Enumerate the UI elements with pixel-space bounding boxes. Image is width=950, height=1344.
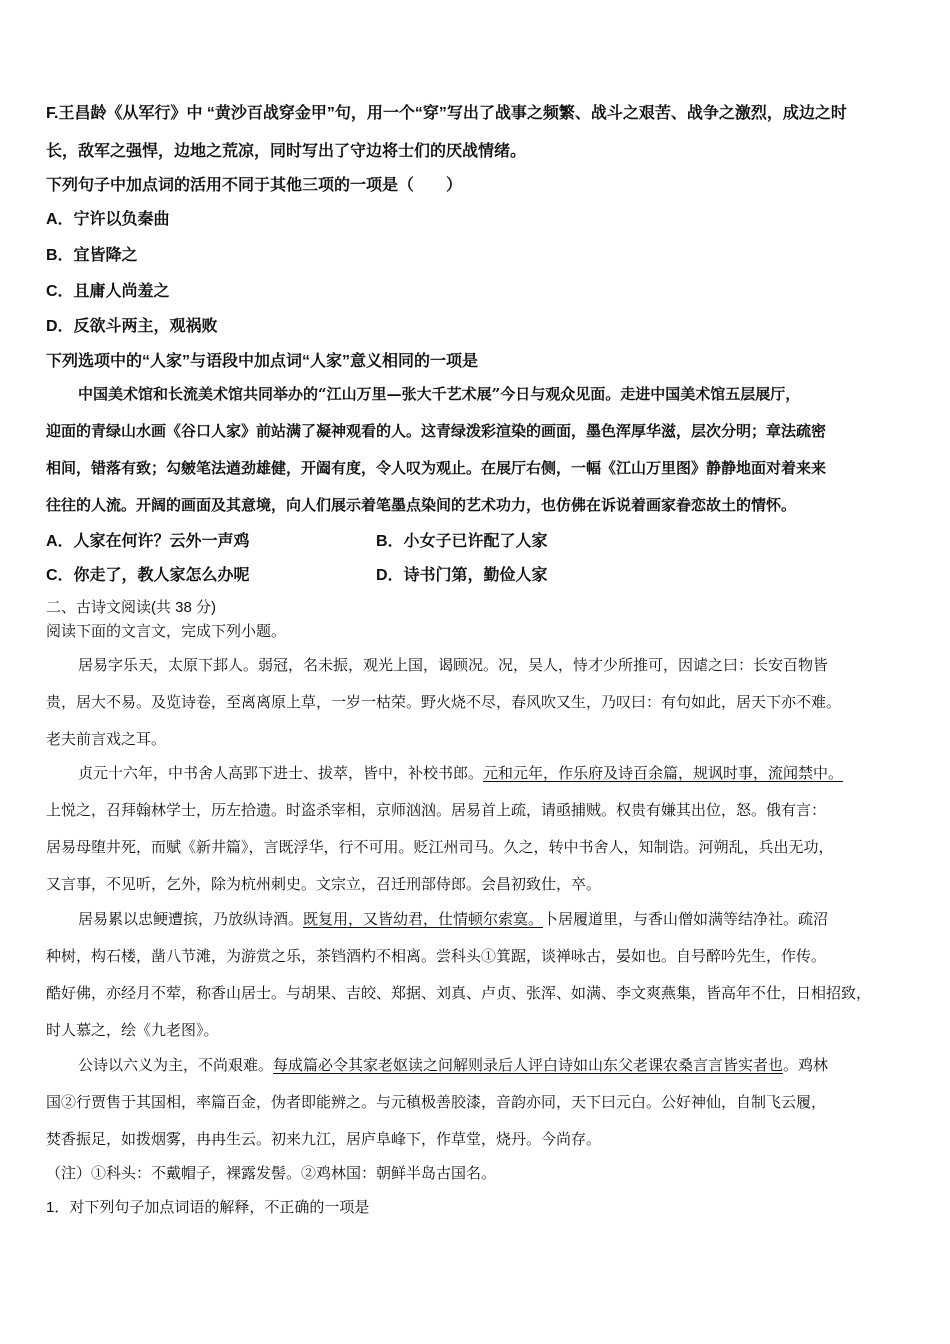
- wenyan-text: 公诗以六义为主，不尚艰难。: [78, 1056, 274, 1074]
- wenyan-line: 时人慕之，绘《九老图》。: [46, 1021, 219, 1039]
- wenyan-line: 上悦之，召拜翰林学士，历左拾遗。时盗杀宰相，京师汹汹。居易首上疏，请亟捕贼。权贵有嫌其出位，怒。俄有言：: [46, 801, 827, 819]
- section-instruction: 阅读下面的文言文，完成下列小题。: [46, 623, 287, 640]
- underlined-sentence: 每成篇必令其家老妪读之问解则录后人评白诗如山东父老课农桑言言皆实者也: [273, 1056, 784, 1074]
- wenyan-text: 贞元十六年，中书舍人高郢下进士、拔萃，皆中，补校书郎。: [78, 764, 484, 782]
- option-d: D．诗书门第，勤俭人家: [376, 567, 548, 584]
- passage-line: 中国美术馆和长流美术馆共同举办的“江山万里—张大千艺术展”今日与观众见面。走进中国美术馆五层展厅，: [78, 385, 801, 403]
- option-d: D．反欲斗两主，观祸败: [46, 318, 218, 335]
- section-heading: 二、古诗文阅读(共 38 分): [46, 599, 217, 616]
- passage-line: 往往的人流。开阔的画面及其意境，向人们展示着笔墨点染间的艺术功力，也仿佛在诉说着画家眷恋故土的情怀。: [46, 496, 797, 514]
- wenyan-line: 酷好佛，亦经月不荤，称香山居士。与胡果、吉皎、郑据、刘真、卢贞、张浑、如满、李文爽燕集，皆高年不仕，日相招致，: [46, 984, 872, 1002]
- passage-line: 迎面的青绿山水画《谷口人家》前站满了凝神观看的人。这青绿泼彩渲染的画面，墨色浑厚华滋，层次分明；章法疏密: [46, 422, 827, 440]
- wenyan-line: 居易字乐天，太原下邽人。弱冠，名未振，观光上国，谒顾况。况，吴人，恃才少所推可，因谑之曰：长安百物皆: [78, 656, 829, 674]
- wenyan-line: 贵，居大不易。及览诗卷，至离离原上草，一岁一枯荣。野火烧不尽，春风吹又生，乃叹曰：有句如此，居天下亦不难。: [46, 693, 842, 711]
- wenyan-text: 卜居履道里，与香山僧如满等结净社。疏沼: [543, 910, 829, 928]
- f-option-line-1: F.王昌龄《从军行》中 “黄沙百战穿金甲”句，用一个“穿”写出了战事之频繁、战斗之艰苦、战争之激烈，成边之时: [46, 105, 847, 122]
- wenyan-line: 居易母堕井死，而赋《新井篇》，言既浮华，行不可用。贬江州司马。久之，转中书舍人，知制诰。河朔乱，兵出无功，: [46, 838, 834, 856]
- wenyan-line: [78, 762, 843, 783]
- option-b: B．宜皆降之: [46, 247, 138, 264]
- option-c: C．你走了，教人家怎么办呢: [46, 567, 250, 584]
- wenyan-line: [78, 1054, 828, 1075]
- underlined-sentence: 元和元年，作乐府及诗百余篇，规讽时事，流闻禁中。: [483, 764, 844, 782]
- passage-line: 相间，错落有致；勾皴笔法遒劲雄健，开阖有度，令人叹为观止。在展厅右侧，一幅《江山万里图》静静地面对着来来: [46, 459, 827, 477]
- wenyan-text: 居易累以忠鲠遭摈，乃放纵诗酒。: [78, 910, 304, 928]
- question-stem-usage: 下列句子中加点词的活用不同于其他三项的一项是（ ）: [46, 177, 463, 194]
- option-a: A．人家在何许？云外一声鸡: [46, 533, 250, 550]
- wenyan-text: 。鸡林: [783, 1056, 829, 1074]
- option-a: A．宁许以负秦曲: [46, 211, 170, 228]
- wenyan-line: 种树，构石楼，凿八节滩，为游赏之乐，茶铛酒杓不相离。尝科头①箕踞，谈禅咏古，晏如也。自号醉吟先生，作传。: [46, 947, 827, 965]
- option-c: C．且庸人尚羞之: [46, 283, 170, 300]
- wenyan-line: 国②行贾售于其国相，率篇百金，伪者即能辨之。与元稹极善胶漆，音韵亦同，天下曰元白。公好神仙，自制飞云履，: [46, 1093, 827, 1111]
- f-option-line-2: 长，敌军之强悍，边地之荒凉，同时写出了守边将士们的厌战情绪。: [46, 143, 527, 160]
- question-stem-renjia: 下列选项中的“人家”与语段中加点词“人家”意义相同的一项是: [46, 353, 479, 370]
- footnote: （注）①科头：不戴帽子，裸露发髻。②鸡林国：朝鲜半岛古国名。: [46, 1164, 497, 1182]
- wenyan-line: 又言事，不见听，乞外，除为杭州刺史。文宗立，召迁刑部侍郎。会昌初致仕，卒。: [46, 875, 602, 893]
- underlined-sentence: 既复用，又皆幼君，仕情顿尔索寞。: [303, 910, 544, 928]
- option-b: B．小女子已许配了人家: [376, 533, 548, 550]
- wenyan-line: 老夫前言戏之耳。: [46, 730, 167, 748]
- wenyan-line: [78, 908, 828, 929]
- question-1-stem: 1．对下列句子加点词语的解释，不正确的一项是: [46, 1199, 370, 1216]
- wenyan-line: 焚香振足，如拨烟雾，冉冉生云。初来九江，居庐阜峰下，作草堂，烧丹。今尚存。: [46, 1130, 602, 1148]
